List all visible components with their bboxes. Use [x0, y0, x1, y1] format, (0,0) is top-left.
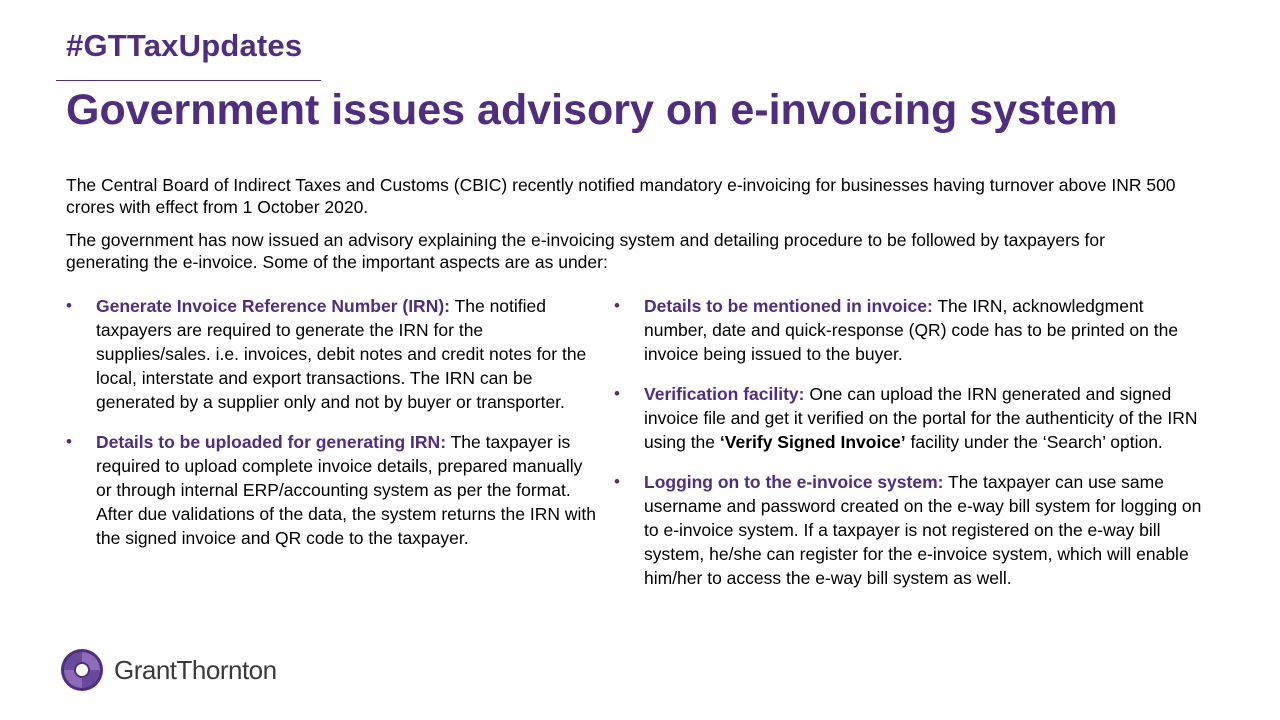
- bullet-item-verification: [614, 382, 1204, 454]
- hashtag-underline: [56, 80, 321, 81]
- bullet-body: The taxpayer is required to upload complete invoice details, prepared manually or through internal ERP/accounting system as per the format. After due validations of the data, the system returns the IRN with the signed invoice and QR code to the taxpayer.: [96, 432, 596, 548]
- bullet-dot: •: [614, 296, 620, 315]
- bullet-heading: Details to be mentioned in invoice:: [644, 296, 933, 316]
- bullet-item-generate-irn: [66, 294, 598, 414]
- bullet-body: One can upload the IRN generated and signed invoice file and get it verified on the portal for the authenticity of the IRN using the: [644, 384, 1198, 452]
- bullet-item-logging-on: [614, 470, 1204, 590]
- bullet-heading: Verification facility:: [644, 384, 805, 404]
- grant-thornton-logo-icon: [60, 648, 104, 692]
- page-title: Government issues advisory on e-invoicing system: [66, 86, 1118, 134]
- bullet-body: The IRN, acknowledgment number, date and quick-response (QR) code has to be printed on the invoice being issued to the buyer.: [644, 296, 1179, 364]
- hashtag: #GTTaxUpdates: [66, 28, 303, 63]
- bullet-body: The notified taxpayers are required to generate the IRN for the supplies/sales. i.e. invoices, debit notes and credit notes for the local, interstate and export transactions. The IRN can be generated by a supplier only and not by buyer or transporter.: [96, 296, 587, 412]
- bullet-emphasis: ‘Verify Signed Invoice’: [719, 432, 906, 452]
- bullet-body: The taxpayer can use same username and password created on the e-way bill system for logging on to e-invoice system. If a taxpayer is not registered on the e-way bill system, he/she can register for the e-invoice system, which will enable him/her to access the e-way bill system as well.: [644, 472, 1202, 588]
- bullet-item-invoice-details: [614, 294, 1204, 366]
- bullet-heading: Generate Invoice Reference Number (IRN):: [96, 296, 450, 316]
- right-column: [614, 294, 1204, 606]
- left-column: [66, 294, 598, 566]
- intro-section: [66, 174, 1186, 284]
- bullet-dot: •: [614, 472, 620, 491]
- bullet-heading: Logging on to the e-invoice system:: [644, 472, 944, 492]
- bullet-body-end: facility under the ‘Search’ option.: [905, 432, 1163, 452]
- grant-thornton-logo: [60, 647, 277, 693]
- bullet-dot: •: [66, 296, 72, 315]
- bullet-item-upload-details: [66, 430, 598, 550]
- intro-paragraph-1: The Central Board of Indirect Taxes and Customs (CBIC) recently notified mandatory e-invoicing for businesses having turnover above INR 500 crores with effect from 1 October 2020.: [66, 175, 1176, 217]
- logo-wordmark: GrantThornton: [114, 654, 277, 685]
- intro-paragraph-2: The government has now issued an advisory explaining the e-invoicing system and detailing procedure to be followed by taxpayers for generating the e-invoice. Some of the important aspects are as under:: [66, 230, 1105, 272]
- bullet-dot: •: [614, 384, 620, 403]
- bullet-dot: •: [66, 432, 72, 451]
- bullet-heading: Details to be uploaded for generating IRN:: [96, 432, 447, 452]
